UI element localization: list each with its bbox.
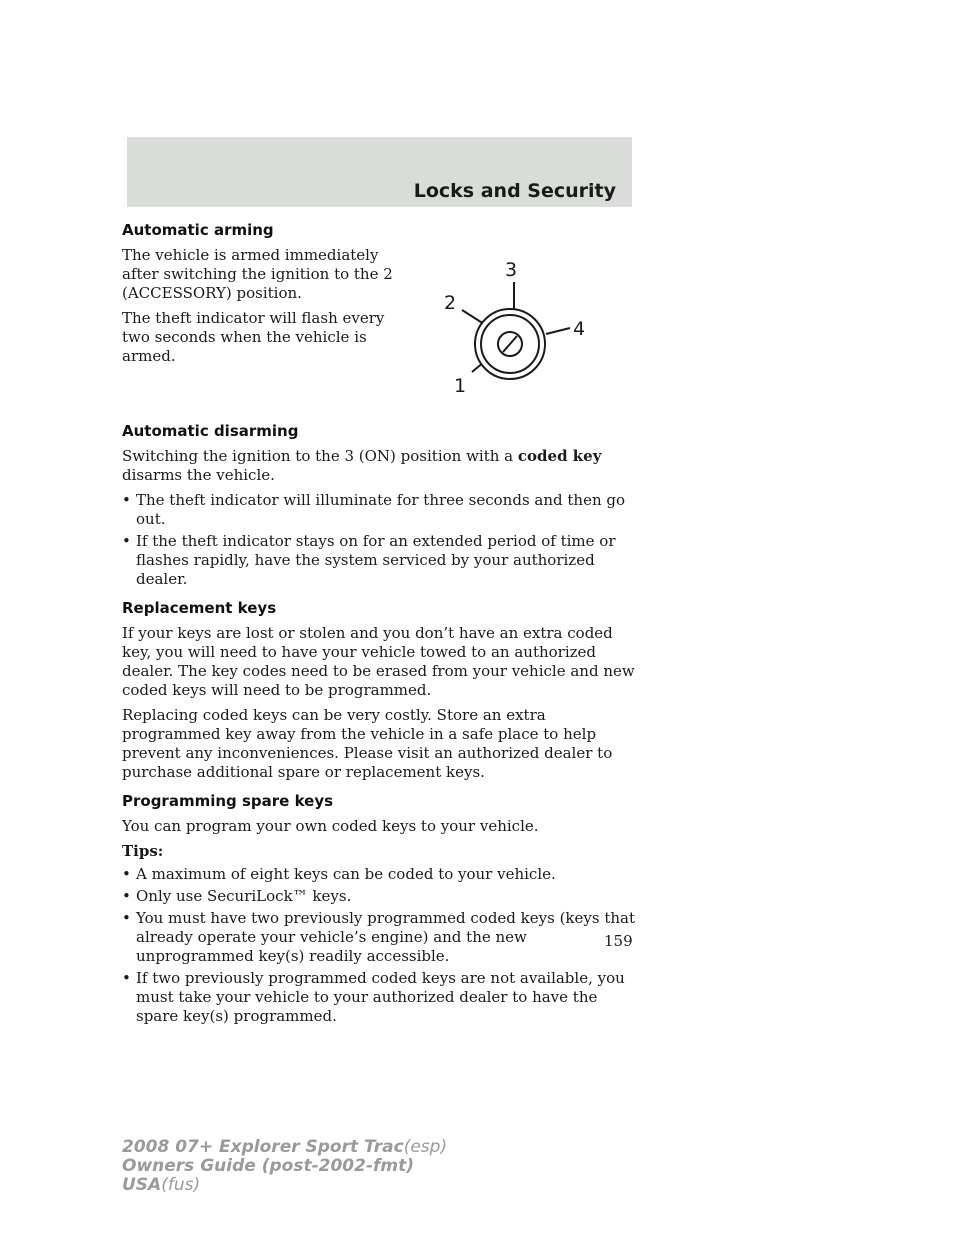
footer-line-2 — [122, 1157, 447, 1176]
footer-market: USA — [122, 1175, 162, 1195]
replacement-keys-section — [122, 599, 638, 782]
footer-line-1 — [122, 1138, 447, 1157]
paragraph: The theft indicator will flash every two seconds when the vehicle is armed. — [122, 309, 385, 365]
list-item: • You must have two previously programmed coded keys (keys that already operate your vehicle’s engine) and the new unprogrammed key(s) readily accessible. — [122, 909, 638, 966]
paragraph: You can program your own coded keys to your vehicle. — [122, 817, 539, 835]
paragraph — [122, 447, 638, 485]
page-number: 159 — [604, 932, 633, 950]
tips-bullet-list — [122, 865, 638, 1026]
programming-spare-keys-section — [122, 792, 638, 1026]
position-label-2: 2 — [444, 292, 457, 314]
automatic-arming-text — [122, 246, 412, 366]
programming-spare-keys-heading: Programming spare keys — [122, 792, 334, 810]
list-item: • The theft indicator will illuminate for three seconds and then go out. — [122, 491, 638, 529]
ignition-position-diagram — [432, 252, 597, 412]
automatic-disarming-heading: Automatic disarming — [122, 422, 299, 440]
footer-line-3 — [122, 1176, 447, 1195]
position-label-3: 3 — [505, 259, 518, 281]
paragraph: If your keys are lost or stolen and you don’t have an extra coded key, you will need to have your vehicle towed to an authorized dealer. The key codes need to be erased from your vehicle and new coded keys will need to be programmed. — [122, 624, 635, 699]
disarming-bullet-list — [122, 491, 638, 589]
footer-model-code: (esp) — [403, 1137, 448, 1157]
position-label-1: 1 — [454, 375, 467, 397]
footer-market-code: (fus) — [161, 1175, 201, 1195]
tips-label: Tips: — [122, 842, 164, 860]
section-title: Locks and Security — [413, 180, 616, 202]
list-item: • If the theft indicator stays on for an extended period of time or flashes rapidly, have the system serviced by your authorized dealer. — [122, 532, 638, 589]
automatic-disarming-section — [122, 422, 638, 589]
position-line-2 — [462, 310, 484, 324]
text-span: disarms the vehicle. — [122, 466, 275, 484]
header-band — [127, 137, 632, 207]
automatic-arming-heading: Automatic arming — [122, 221, 274, 239]
footer-guide: Owners Guide (post-2002-fmt) — [122, 1156, 415, 1176]
paragraph: Replacing coded keys can be very costly. Store an extra programmed key away from the vehicle in a safe place to help prevent any inconveniences. Please visit an authorized dealer to purchase additional spare or replacement keys. — [122, 706, 613, 781]
list-item: • A maximum of eight keys can be coded to your vehicle. — [122, 865, 638, 884]
position-label-4: 4 — [573, 318, 586, 340]
list-item: • If two previously programmed coded keys are not available, you must take your vehicle to your authorized dealer to have the spare key(s) programmed. — [122, 969, 638, 1026]
footer-model: 2008 07+ Explorer Sport Trac — [122, 1137, 404, 1157]
paragraph: The vehicle is armed immediately after switching the ignition to the 2 (ACCESSORY) position. — [122, 246, 393, 302]
footer — [122, 1138, 447, 1195]
text-span: Switching the ignition to the 3 (ON) position with a — [122, 447, 514, 465]
replacement-keys-heading: Replacement keys — [122, 599, 277, 617]
coded-key-term: coded key — [517, 447, 602, 465]
position-line-4 — [546, 328, 570, 334]
list-item: • Only use SecuriLock™ keys. — [122, 887, 638, 906]
